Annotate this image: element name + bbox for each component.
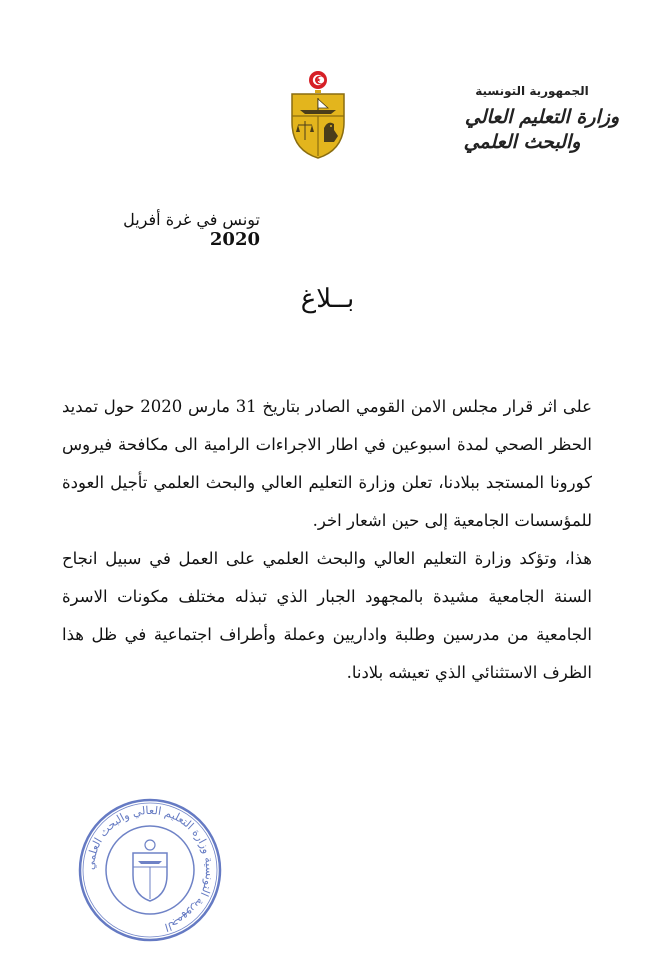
letterhead-ministry: وزارة التعليم العالي: [464, 106, 620, 128]
document-date: [70, 210, 260, 250]
ministry-letterhead: [447, 84, 637, 154]
body-paragraph-2: هذا، وتؤكد وزارة التعليم العالي والبحث العلمي على العمل في سبيل انجاح السنة الجامعية مشيدة بالمجهود الجبار الذي تبذله مختلف مكونات الاسرة الجامعية من مدرسين وطلبة واداريين وعملة وأطراف اجتماعية في ظل هذا الظرف الاستثنائي الذي تعيشه بلادنا.: [62, 549, 592, 682]
letterhead-republic: الجمهورية التونسية: [475, 84, 589, 98]
official-stamp: [75, 795, 225, 945]
letterhead-research: والبحث العلمي: [463, 131, 581, 153]
date-year: 2020: [209, 229, 260, 250]
coat-of-arms-emblem: [288, 70, 348, 160]
document-body: [62, 388, 592, 692]
body-paragraph-1: على اثر قرار مجلس الامن القومي الصادر بتاريخ 31 مارس 2020 حول تمديد الحظر الصحي لمدة اسبوعين في اطار الاجراءات الرامية الى مكافحة فيروس كورونا المستجد ببلادنا، تعلن وزارة التعليم العالي والبحث العلمي تأجيل العودة للمؤسسات الجامعية إلى حين اشعار اخر.: [62, 397, 592, 530]
document-title: بــلاغ: [300, 284, 355, 314]
date-text: تونس في غرة أفريل: [123, 210, 260, 229]
stamp-emblem-icon: [133, 840, 167, 901]
stamp-text: الجمهورية التونسية وزارة التعليم العالي والبحث العلمي: [83, 803, 217, 934]
